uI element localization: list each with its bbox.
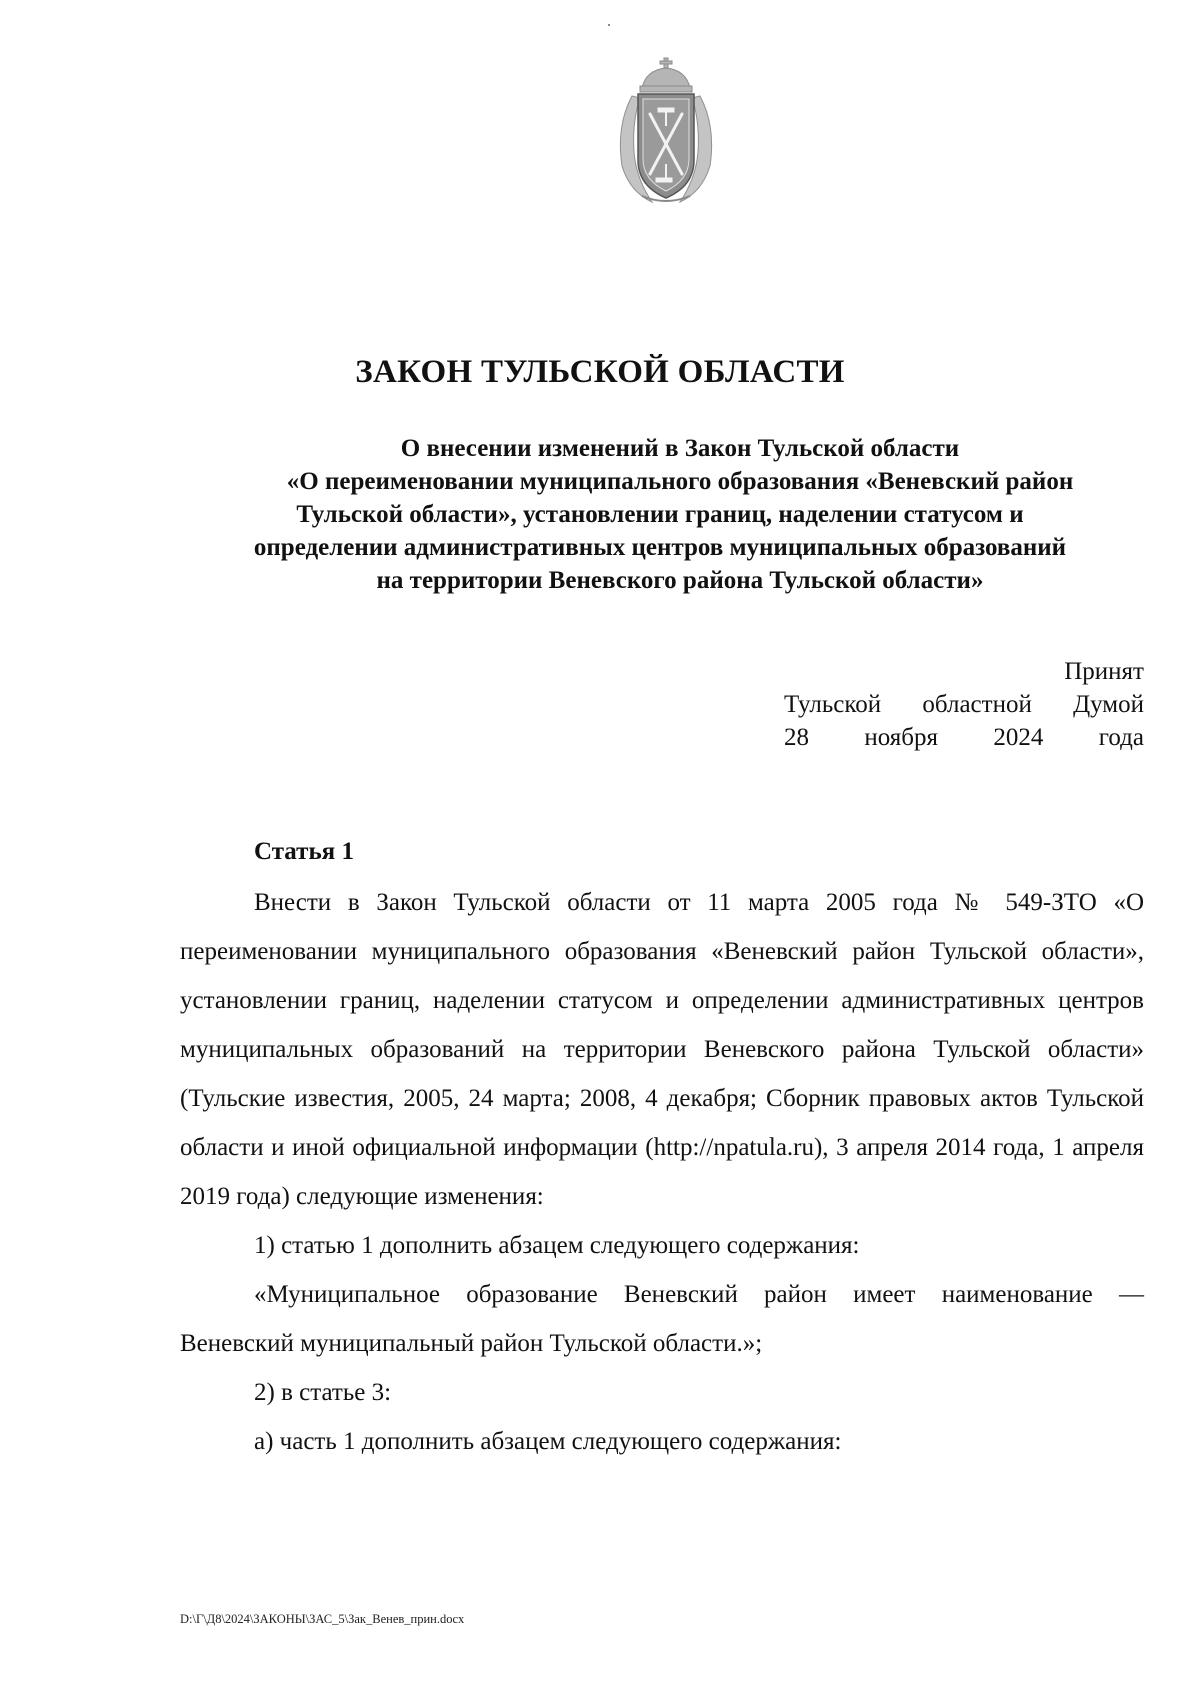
paragraph: а) часть 1 дополнить абзацем следующего содержания:	[254, 1428, 842, 1455]
coat-of-arms-emblem	[612, 56, 720, 206]
adoption-body: Тульской областной Думой	[784, 691, 1144, 718]
subtitle-line: Тульской области», установлении границ, наделении статусом и	[296, 501, 1024, 528]
paragraph: 1) статью 1 дополнить абзацем следующего содержания:	[254, 1232, 860, 1259]
adoption-date: 28 ноября 2024 года	[784, 724, 1144, 751]
paragraph: 2) в статье 3:	[254, 1379, 392, 1406]
paragraph: Внести в Закон Тульской области от 11 марта 2005 года № 549-ЗТО «О переименовании муниципального образования «Веневский район Тульской области», установлении границ, наделении статусом и определении административных центров муниципальных образований на территории Веневского района Тульской области» (Тульские известия, 2005, 24 марта; 2008, 4 декабря; Сборник правовых актов Тульской области и иной официальной информации (http://npatula.ru), 3 апреля 2014 года, 1 апреля 2019 года) следующие изменения:	[180, 889, 1144, 1210]
article-heading: Статья 1	[254, 838, 354, 865]
law-subtitle	[180, 432, 1140, 597]
subtitle-line: «О переименовании муниципального образования «Веневский район	[286, 468, 1074, 495]
subtitle-line: О внесении изменений в Закон Тульской области	[400, 435, 960, 462]
subtitle-line: определении административных центров муниципальных образований	[253, 534, 1067, 561]
scan-speck	[608, 24, 610, 26]
adoption-label: Принят	[1064, 658, 1144, 685]
paragraph: «Муниципальное образование Веневский район имеет наименование — Веневский муниципальный район Тульской области.»;	[180, 1281, 1144, 1357]
file-path-footer: D:\Г\Д8\2024\ЗАКОНЫ\ЗАС_5\Зак_Венев_прин.docx	[180, 1612, 465, 1626]
adoption-block	[784, 655, 1144, 754]
law-title: ЗАКОН ТУЛЬСКОЙ ОБЛАСТИ	[355, 354, 845, 390]
subtitle-line: на территории Веневского района Тульской области»	[376, 567, 984, 594]
article-body	[180, 878, 1144, 1466]
